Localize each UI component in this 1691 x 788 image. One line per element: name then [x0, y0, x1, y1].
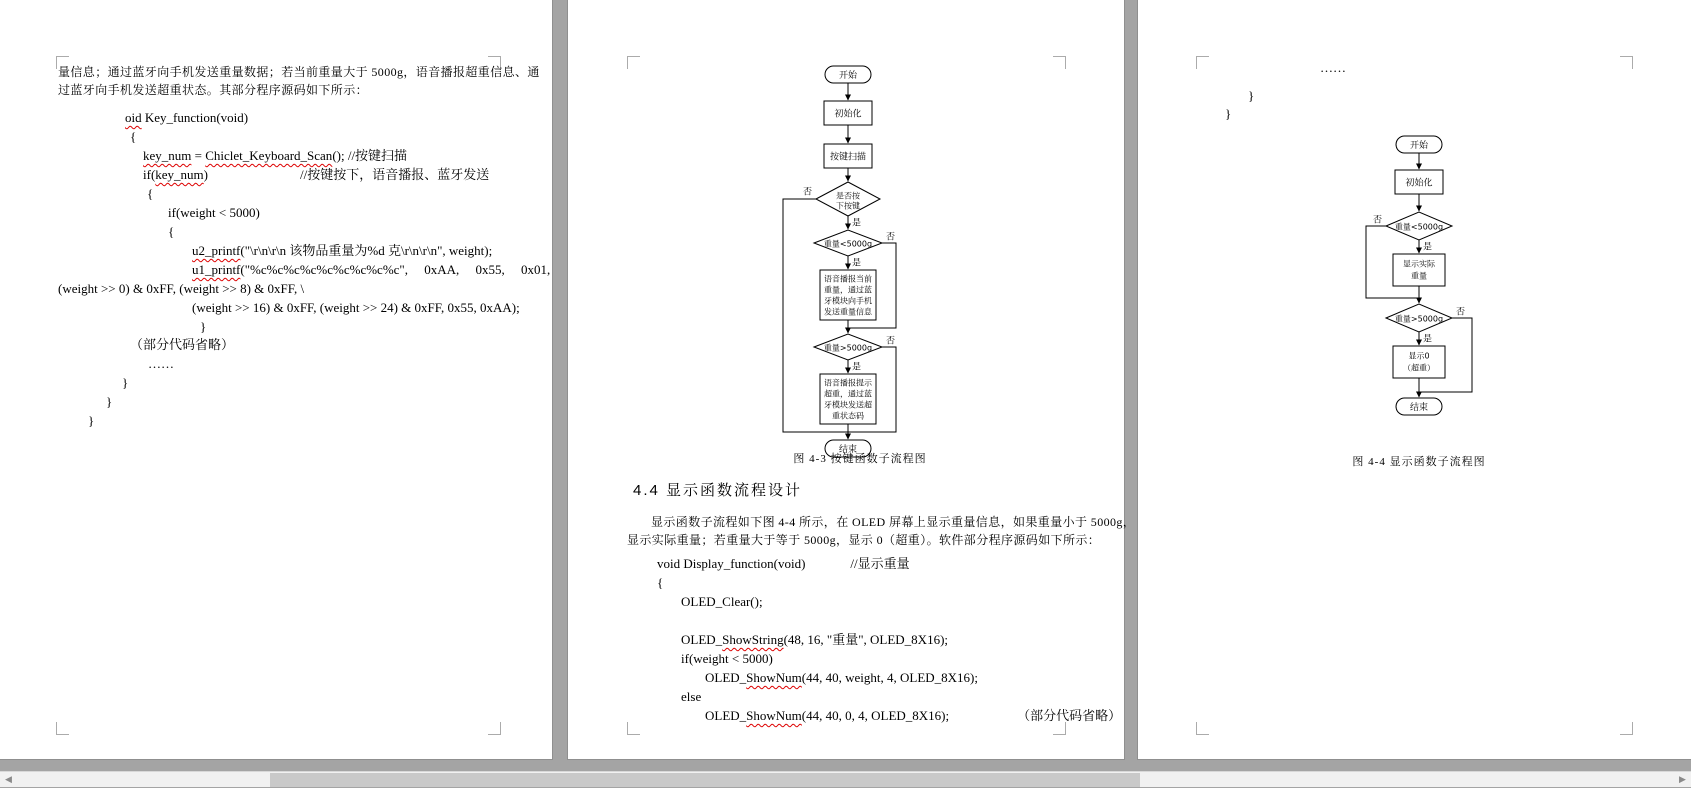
code-line: if(weight < 5000) — [168, 205, 260, 220]
code-line: (weight >> 0) & 0xFF, (weight >> 8) & 0xFF, \ — [58, 281, 305, 296]
code-line: { — [657, 575, 664, 590]
branch-label-yes: 是 — [852, 258, 862, 269]
svg-text:显示0: 显示0 — [1408, 351, 1430, 361]
code-line: } — [106, 394, 113, 409]
margin-mark — [1620, 722, 1633, 735]
misspelled-token: oid — [125, 110, 142, 125]
branch-label-yes: 是 — [1423, 242, 1433, 253]
code-line: { — [168, 224, 175, 239]
code-line: u1_printf("%c%c%c%c%c%c%c%c%c", 0xAA, 0x55, 0x01, — [192, 262, 551, 277]
scroll-right-arrow[interactable]: ▶ — [1679, 775, 1686, 785]
margin-mark — [627, 722, 640, 735]
misspelled-token: key_num — [155, 167, 204, 182]
svg-text:显示实际: 显示实际 — [1403, 259, 1435, 269]
code-line: OLED_Clear(); — [681, 594, 763, 609]
misspelled-token: key_num — [143, 148, 192, 163]
svg-text:重状态码: 重状态码 — [832, 411, 864, 421]
flowchart-key-function — [750, 58, 950, 462]
body-text-line: 过蓝牙向手机发送超重状态。其部分程序源码如下所示： — [58, 83, 369, 97]
margin-mark — [488, 722, 501, 735]
misspelled-token: u1_printf — [192, 262, 241, 277]
svg-text:重量>5000g: 重量>5000g — [823, 343, 873, 353]
svg-text:结束: 结束 — [1409, 403, 1429, 413]
code-comment: （部分代码省略） — [1017, 708, 1122, 723]
branch-label-no: 否 — [886, 336, 896, 347]
svg-text:开始: 开始 — [838, 71, 858, 81]
svg-text:（超重）: （超重） — [1403, 363, 1435, 373]
svg-text:结束: 结束 — [838, 445, 858, 455]
svg-text:发送重量信息: 发送重量信息 — [824, 307, 872, 317]
flowchart-display-function — [1330, 130, 1510, 425]
scroll-left-arrow[interactable]: ◀ — [5, 775, 12, 785]
svg-text:牙模块向手机: 牙模块向手机 — [824, 296, 872, 306]
svg-text:重量，通过蓝: 重量，通过蓝 — [824, 285, 872, 295]
branch-label-no: 否 — [802, 187, 812, 198]
figure-caption: 图 4-3 按键函数子流程图 — [793, 453, 927, 465]
branch-label-yes: 是 — [852, 218, 862, 229]
code-comment: //显示重量 — [850, 556, 910, 571]
code-line: (weight >> 16) & 0xFF, (weight >> 24) & 0xFF, 0x55, 0xAA); — [192, 300, 520, 315]
svg-text:初始化: 初始化 — [834, 109, 862, 120]
margin-mark — [1620, 56, 1633, 69]
svg-text:语音播报当前: 语音播报当前 — [824, 274, 872, 284]
svg-text:开始: 开始 — [1409, 141, 1429, 151]
code-line: else — [681, 689, 702, 704]
svg-text:是否按: 是否按 — [836, 191, 860, 201]
margin-mark — [1053, 56, 1066, 69]
code-line: …… — [1320, 60, 1346, 75]
section-heading: 4.4 显示函数流程设计 — [633, 482, 803, 499]
code-line: void Display_function(void) //显示重量 — [657, 556, 910, 571]
branch-label-yes: 是 — [852, 362, 862, 373]
document-page-1[interactable] — [0, 0, 553, 760]
svg-text:重量>5000g: 重量>5000g — [1394, 314, 1444, 324]
code-line: OLED_ShowString(48, 16, "重量", OLED_8X16); — [681, 632, 949, 647]
body-text-line: 显示函数子流程如下图 4-4 所示，在 OLED 屏幕上显示重量信息，如果重量小于 5000g， — [651, 515, 1136, 529]
code-line: { — [147, 186, 154, 201]
margin-mark — [56, 722, 69, 735]
margin-mark — [1196, 56, 1209, 69]
code-line: …… — [148, 356, 174, 371]
code-line: OLED_ShowNum(44, 40, weight, 4, OLED_8X16); — [705, 670, 978, 685]
svg-text:初始化: 初始化 — [1405, 178, 1433, 189]
code-line: u2_printf("\r\n\r\n 该物品重量为%d 克\r\n\r\n", weight); — [192, 243, 493, 258]
svg-text:重量<5000g: 重量<5000g — [823, 239, 873, 249]
svg-text:牙模块发送超: 牙模块发送超 — [824, 400, 872, 410]
misspelled-token: u2_printf — [192, 243, 241, 258]
code-line: } — [122, 375, 129, 390]
horizontal-scrollbar[interactable] — [0, 771, 1691, 787]
code-line: if(key_num) //按键按下，语音播报、蓝牙发送 — [143, 167, 490, 182]
code-line: OLED_ShowNum(44, 40, 0, 4, OLED_8X16); （部分代码省略） — [705, 708, 1122, 723]
code-line: if(weight < 5000) — [681, 651, 773, 666]
misspelled-token: Chiclet_Keyboard_Scan — [205, 148, 333, 163]
scrollbar-thumb[interactable] — [270, 773, 1140, 787]
margin-mark — [627, 56, 640, 69]
code-line: key_num = Chiclet_Keyboard_Scan(); //按键扫描 — [143, 148, 408, 163]
branch-label-no: 否 — [1456, 307, 1466, 318]
svg-text:重量<5000g: 重量<5000g — [1394, 222, 1444, 232]
misspelled-token: ShowString — [722, 632, 784, 647]
body-text-line: 显示实际重量；若重量大于等于 5000g，显示 0（超重）。软件部分程序源码如下所示： — [627, 533, 1101, 547]
svg-text:语音播报提示: 语音播报提示 — [824, 378, 872, 388]
code-line: oid Key_function(void) — [125, 110, 249, 125]
misspelled-token: ShowNum — [746, 708, 802, 723]
branch-label-no: 否 — [886, 232, 896, 243]
code-line: } — [1225, 106, 1232, 121]
code-line: } — [1248, 88, 1255, 103]
code-line: { — [130, 129, 137, 144]
branch-label-no: 否 — [1372, 215, 1382, 226]
code-line: } — [200, 319, 207, 334]
svg-text:超重，通过蓝: 超重，通过蓝 — [824, 389, 872, 399]
body-text-line: 量信息；通过蓝牙向手机发送重量数据；若当前重量大于 5000g，语音播报超重信息、通 — [58, 65, 540, 79]
branch-label-yes: 是 — [1423, 334, 1433, 345]
code-line: } — [88, 413, 95, 428]
code-line: （部分代码省略） — [130, 337, 235, 352]
code-comment: //按键按下，语音播报、蓝牙发送 — [300, 167, 490, 182]
svg-text:下按键: 下按键 — [836, 201, 860, 211]
svg-text:按键扫描: 按键扫描 — [829, 152, 867, 163]
margin-mark — [1196, 722, 1209, 735]
figure-caption: 图 4-4 显示函数子流程图 — [1352, 456, 1486, 468]
svg-text:重量: 重量 — [1411, 271, 1427, 281]
misspelled-token: ShowNum — [746, 670, 802, 685]
